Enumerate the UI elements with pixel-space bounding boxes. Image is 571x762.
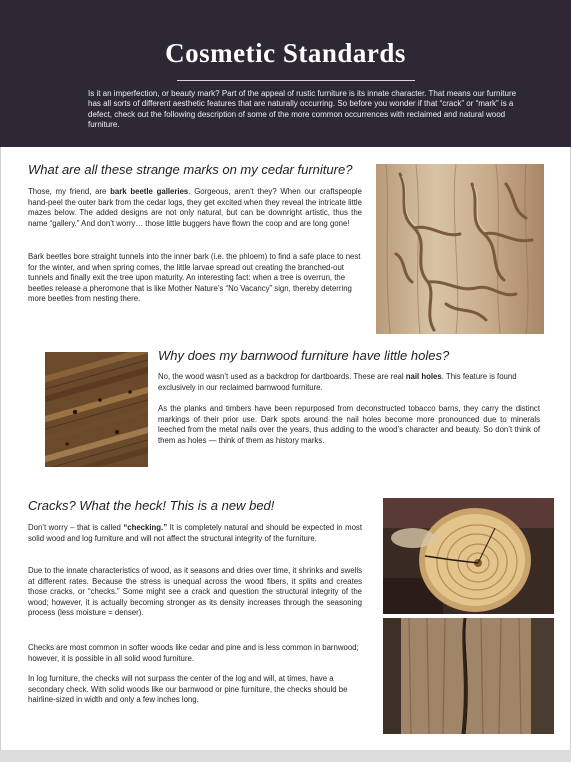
cedar-paragraph-1 bbox=[28, 187, 362, 229]
photo-log-end-checks bbox=[383, 498, 554, 614]
checking-p1-bold: “checking.” bbox=[123, 523, 168, 532]
cedar-p1-text-a: Those, my friend, are bbox=[28, 187, 111, 196]
barnwood-p1-text-c: . This feature is found exclusively in our reclaimed barnwood furniture. bbox=[158, 372, 517, 392]
footer-bar bbox=[0, 750, 571, 762]
checking-paragraph-4: In log furniture, the checks will not surpass the center of the log and will, at times, have a secondary check. With solid woods like our barnwood or pine furniture, the checks should be hairline-sized in width and only a few inches long. bbox=[28, 674, 348, 705]
section-heading-cedar-marks: What are all these strange marks on my cedar furniture? bbox=[28, 162, 353, 177]
intro-paragraph: Is it an imperfection, or beauty mark? Part of the appeal of rustic furniture is its innate character. That means our furniture has all sorts of different aesthetic features that are naturally occurring. So before you wonder if that “crack” or “mark” is a defect, check out the following description of some of the more common occurrences with reclaimed and natural wood furniture. bbox=[88, 89, 517, 130]
title-divider bbox=[177, 80, 415, 81]
cedar-p1-text-c: . Gorgeous, aren’t they? When our craftspeople hand-peel the outer bark from the cedar logs, they get excited when they reveal the intricate little mazes below. The added designs are not only natural, but can be downright artistic, thus the name “gallery.” And don’t worry… those little buggers have flown the coop and are long gone! bbox=[28, 187, 362, 228]
barnwood-p1-text-a: No, the wood wasn’t used as a backdrop for dartboards. These are real bbox=[158, 372, 406, 381]
photo-timber-check bbox=[383, 618, 554, 734]
barnwood-p1-bold: nail holes bbox=[405, 372, 442, 381]
header-band bbox=[0, 0, 571, 147]
section-heading-cracks: Cracks? What the heck! This is a new bed! bbox=[28, 498, 275, 513]
checking-paragraph-2: Due to the innate characteristics of wood, as it seasons and dries over time, it shrinks and swells at different rates. Because the stress is unequal across the wood fibers, it splits and creates those cracks, or “checks.” Some might see a crack and question the structural integrity of the wood; however, it is actually becoming stronger as its density increases through the seasoning process (less moisture = denser). bbox=[28, 566, 362, 618]
barnwood-paragraph-1 bbox=[158, 372, 540, 393]
checking-paragraph-1 bbox=[28, 523, 362, 544]
photo-barnwood-nail-holes bbox=[45, 352, 148, 467]
photo-bark-beetle-galleries bbox=[376, 164, 544, 334]
section-heading-barnwood-holes: Why does my barnwood furniture have little holes? bbox=[158, 348, 450, 363]
checking-paragraph-3: Checks are most common in softer woods like cedar and pine and is less common in barnwood; however, it is possible in all solid wood furniture. bbox=[28, 643, 359, 663]
cedar-paragraph-2: Bark beetles bore straight tunnels into the inner bark (i.e. the phloem) to find a safe place to nest for the winter, and when spring comes, the little larvae spread out creating the branched-out tunnels and finally exit the tree upon maturity. An interesting fact: when a tree is overrun, the beetles release a pheromone that is like Mother Nature’s “No Vacancy” sign, thereby deterring more beetles from nesting there. bbox=[28, 252, 361, 304]
page-title: Cosmetic Standards bbox=[165, 38, 406, 68]
checking-p1-text-a: Don’t worry – that is called bbox=[28, 523, 124, 532]
barnwood-paragraph-2: As the planks and timbers have been repurposed from deconstructed tobacco barns, they carry the distinct markings of their prior use. Dark spots around the nail holes become more pronounced due to minerals leeched from the metal nails over the years, thus adding to the wood’s character and beauty. So don’t think of them as holes — think of them as history marks. bbox=[158, 404, 540, 445]
checking-p1-text-c: It is completely natural and should be expected in most solid wood and log furniture and will not affect the structural integrity of the furniture. bbox=[28, 523, 362, 543]
cedar-p1-bold: bark beetle galleries bbox=[110, 187, 189, 196]
